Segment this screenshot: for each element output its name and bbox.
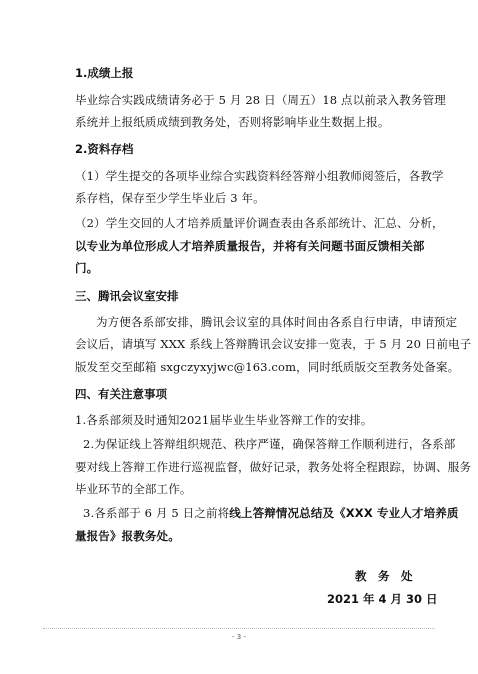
page-number: - 3 - — [232, 633, 246, 641]
section-4-heading: 四、有关注意事项 — [75, 387, 167, 401]
section-1-line-1: 毕业综合实践成绩请务必于 5 月 28 日（周五）18 点以前录入教务管理 — [75, 93, 446, 107]
section-4-item-2-line-3: 毕业环节的全部工作。 — [75, 482, 192, 496]
signature-date: 2021 年 4 月 30 日 — [327, 592, 438, 606]
section-2-para-2-line-2: 以专业为单位形成人才培养质量报告，并将有关问题书面反馈相关部 — [75, 239, 425, 253]
section-3-line-3: 版发至交至邮箱 sxgczyxyjwc@163.com，同时纸质版交至教务处备案。 — [75, 360, 460, 374]
section-2-para-2-line-1: （2）学生交回的人才培养质量评价调查表由各系部统计、汇总、分析， — [75, 216, 444, 230]
section-4-item-3-bold-1: 线上答辩情况总结及《XXX 专业人才培养质 — [229, 506, 459, 520]
footer-divider — [43, 628, 435, 629]
section-4-item-2-line-2: 要对线上答辩工作进行巡视监督，做好记录，教务处将全程跟踪，协调、服务 — [75, 460, 472, 474]
section-2-para-2-line-3: 门。 — [75, 261, 99, 275]
section-1-heading: 1.成绩上报 — [75, 66, 134, 80]
section-4-item-3-line-1 — [83, 505, 459, 521]
section-4-item-3-suffix: 报教务处。 — [121, 529, 180, 543]
section-4-item-3-prefix: 3.各系部于 6 月 5 日之前将 — [83, 506, 230, 520]
section-4-item-2-line-1: 2.为保证线上答辩组织规范、秩序严谨，确保答辩工作顺利进行，各系部 — [83, 437, 456, 451]
signature-office: 教 务 处 — [355, 569, 413, 583]
section-2-heading: 2.资料存档 — [75, 142, 134, 156]
section-2-para-1-line-1: （1）学生提交的各项毕业综合实践资料经答辩小组教师阅签后，各教学 — [75, 169, 444, 183]
section-4-item-3-line-2 — [75, 528, 180, 544]
section-3-line-2: 会议后，请填写 XXX 系线上答辩腾讯会议安排一览表，于 5 月 20 日前电子 — [75, 337, 472, 351]
section-3-heading: 三、腾讯会议室安排 — [75, 289, 179, 303]
section-3-line-1: 为方便各系部安排，腾讯会议室的具体时间由各系自行申请，申请预定 — [96, 315, 458, 329]
section-4-item-3-bold-2: 量报告》 — [75, 529, 122, 543]
section-1-line-2: 系统并上报纸质成绩到教务处，否则将影响毕业生数据上报。 — [75, 115, 390, 129]
section-4-item-1: 1.各系部须及时通知2021届毕业生毕业答辩工作的安排。 — [75, 413, 373, 427]
section-2-para-1-line-2: 系存档，保存至少学生毕业后 3 年。 — [75, 191, 265, 205]
